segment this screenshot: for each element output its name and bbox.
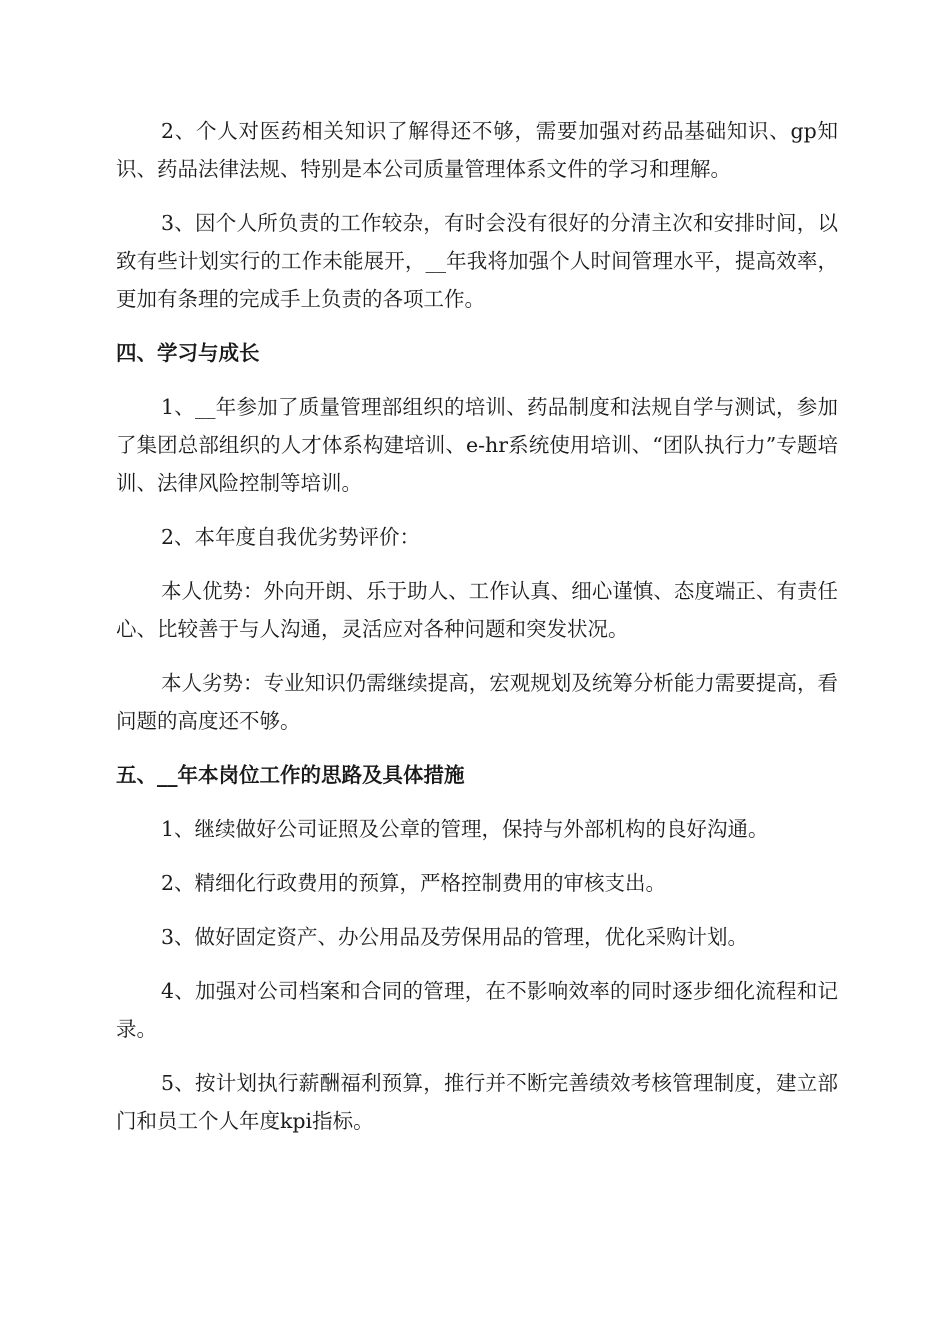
- paragraph-knowledge-gap: 2、个人对医药相关知识了解得还不够，需要加强对药品基础知识、gp知识、药品法律法规、特别是本公司质量管理体系文件的学习和理解。: [116, 119, 838, 181]
- paragraph-plan-5: 5、按计划执行薪酬福利预算，推行并不断完善绩效考核管理制度，建立部门和员工个人年度kpi指标。: [116, 1071, 838, 1133]
- paragraph-plan-2: 2、精细化行政费用的预算，严格控制费用的审核支出。: [161, 871, 667, 895]
- paragraph-plan-3: 3、做好固定资产、办公用品及劳保用品的管理，优化采购计划。: [161, 925, 749, 949]
- paragraph-strengths: 本人优势：外向开朗、乐于助人、工作认真、细心谨慎、态度端正、有责任心、比较善于与人沟通，灵活应对各种问题和突发状况。: [116, 579, 838, 641]
- paragraph-plan-4: 4、加强对公司档案和合同的管理，在不影响效率的同时逐步细化流程和记录。: [116, 979, 838, 1041]
- paragraph-plan-1: 1、继续做好公司证照及公章的管理，保持与外部机构的良好沟通。: [161, 817, 769, 841]
- paragraph-self-evaluation: 2、本年度自我优劣势评价：: [161, 525, 421, 549]
- section-heading-plan: 五、__年本岗位工作的思路及具体措施: [116, 763, 465, 787]
- paragraph-time-management: 3、因个人所负责的工作较杂，有时会没有很好的分清主次和安排时间，以致有些计划实行的工作未能展开，__年我将加强个人时间管理水平，提高效率，更加有条理的完成手上负责的各项工作。: [116, 211, 838, 311]
- document-page: [116, 112, 838, 1156]
- paragraph-training: 1、__年参加了质量管理部组织的培训、药品制度和法规自学与测试，参加了集团总部组织的人才体系构建培训、e-hr系统使用培训、“团队执行力”专题培训、法律风险控制等培训。: [116, 395, 838, 495]
- section-heading-learning: 四、学习与成长: [116, 341, 260, 365]
- paragraph-weaknesses: 本人劣势：专业知识仍需继续提高，宏观规划及统筹分析能力需要提高，看问题的高度还不够。: [116, 671, 838, 733]
